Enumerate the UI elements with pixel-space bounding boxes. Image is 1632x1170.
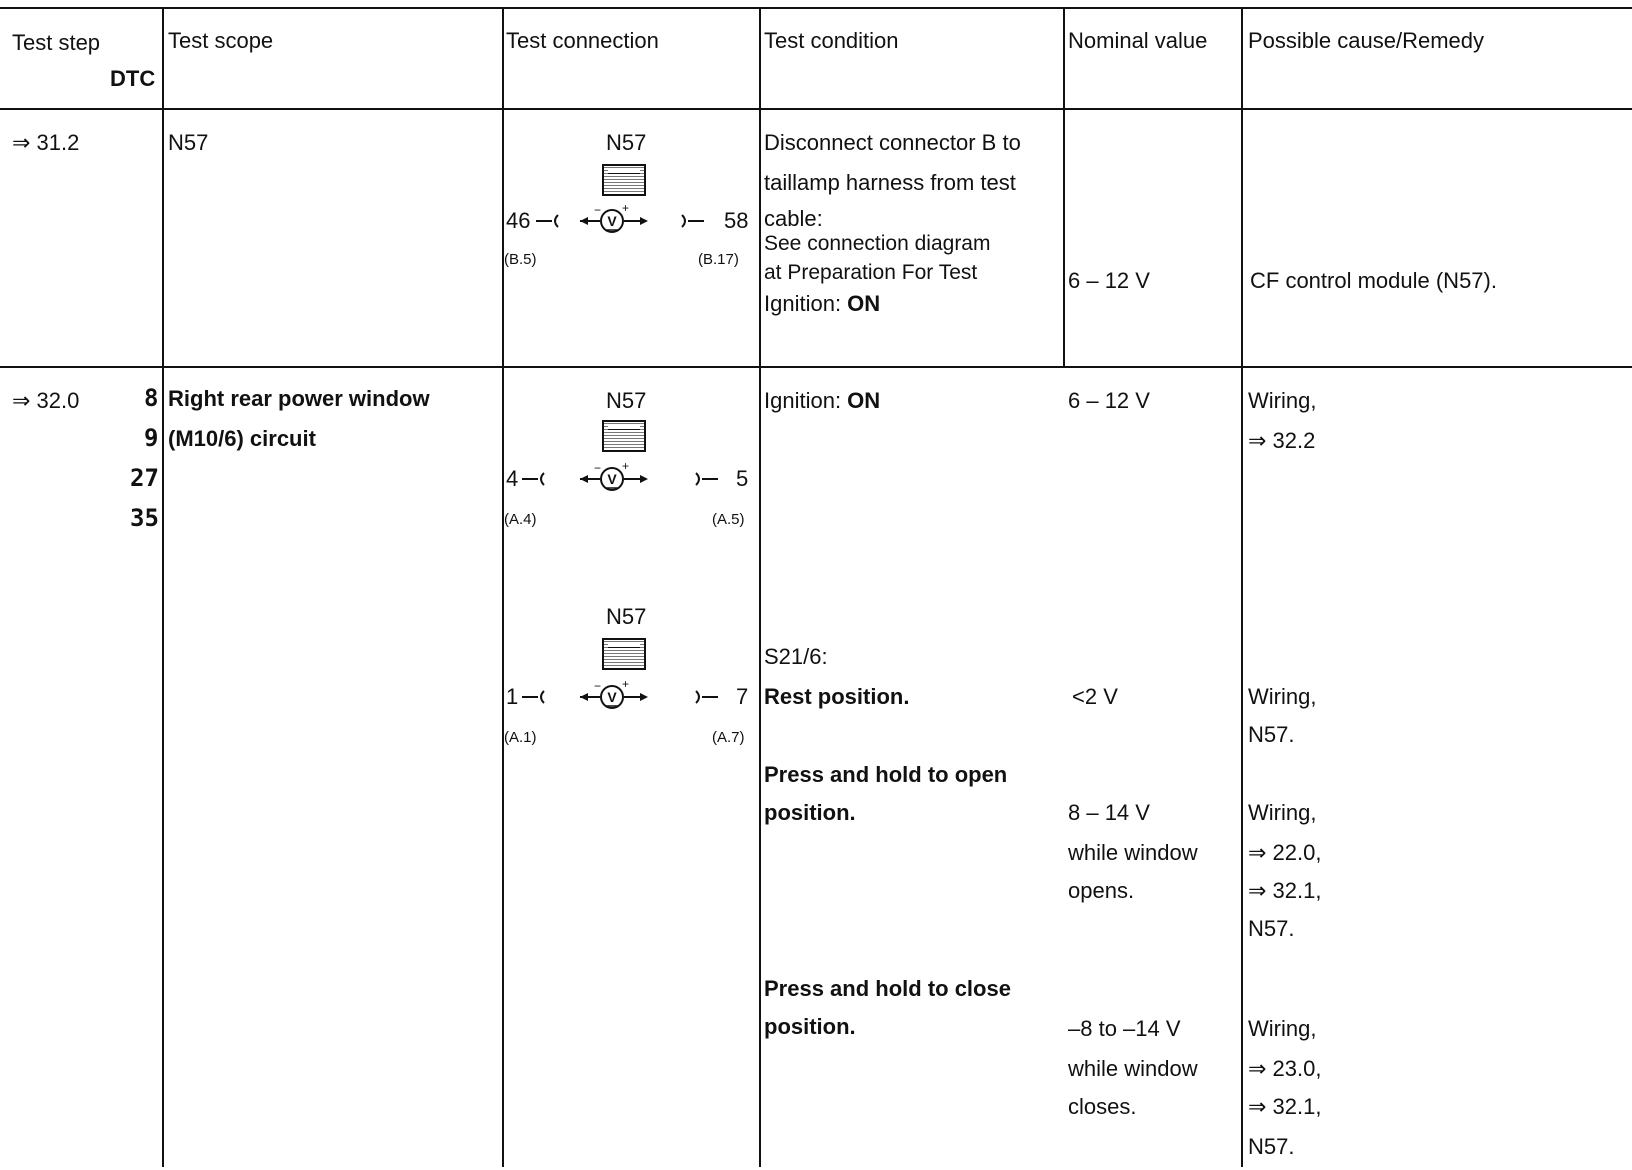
right-pin-ref: (A.7) [712, 729, 745, 746]
possible-cause: ⇒ 32.2 [1248, 428, 1316, 453]
module-label: N57 [606, 388, 647, 413]
nominal-value: while window [1068, 1056, 1198, 1081]
possible-cause: N57. [1248, 722, 1295, 747]
nominal-value: closes. [1068, 1094, 1137, 1119]
left-pin-ref: (A.1) [504, 729, 537, 746]
module-icon [602, 164, 646, 196]
voltmeter-icon [520, 677, 720, 712]
possible-cause: ⇒ 32.1, [1248, 878, 1322, 903]
left-pin-ref: (A.4) [504, 511, 537, 528]
svg-text:+: + [622, 459, 630, 473]
nominal-value: <2 V [1072, 684, 1118, 709]
possible-cause: Wiring, [1248, 684, 1317, 709]
module-label: N57 [606, 130, 647, 155]
ignition-on: Ignition: ON [764, 388, 881, 413]
header-test-connection: Test connection [506, 28, 659, 53]
left-pin-ref: (B.5) [504, 251, 537, 268]
voltmeter-icon [534, 201, 734, 236]
svg-text:+: + [622, 677, 630, 691]
nominal-value: –8 to –14 V [1068, 1016, 1181, 1041]
close-position-text: position. [764, 1014, 856, 1039]
column-divider [502, 7, 504, 1167]
voltmeter-icon [520, 459, 720, 494]
right-pin: 58 [724, 208, 749, 233]
nominal-value: while window [1068, 840, 1198, 865]
test-scope-text: (M10/6) circuit [168, 426, 316, 451]
left-pin: 4 [506, 466, 519, 491]
dtc-code: 27 [130, 464, 159, 492]
right-pin-ref: (B.17) [698, 251, 739, 268]
nominal-value: 6 – 12 V [1068, 268, 1150, 293]
svg-text:V: V [607, 471, 617, 487]
left-pin: 46 [506, 208, 531, 233]
ignition-on: Ignition: ON [764, 291, 881, 316]
right-pin-ref: (A.5) [712, 511, 745, 528]
possible-cause: Wiring, [1248, 388, 1317, 413]
switch-label: S21/6: [764, 644, 828, 669]
test-step-number: ⇒ 32.0 [12, 388, 80, 413]
right-pin: 5 [736, 466, 749, 491]
svg-text:V: V [607, 689, 617, 705]
test-scope-text: N57 [168, 130, 209, 155]
possible-cause: N57. [1248, 916, 1295, 941]
left-pin: 1 [506, 684, 519, 709]
module-icon [602, 420, 646, 452]
svg-text:+: + [622, 201, 630, 215]
nominal-value: 8 – 14 V [1068, 800, 1150, 825]
right-pin: 7 [736, 684, 749, 709]
possible-cause: Wiring, [1248, 1016, 1317, 1041]
header-test-scope: Test scope [168, 28, 274, 53]
dtc-code: 9 [144, 424, 159, 452]
svg-text:−: − [594, 203, 602, 217]
nominal-value: opens. [1068, 878, 1135, 903]
possible-cause: CF control module (N57). [1250, 268, 1497, 293]
open-position-text: position. [764, 800, 856, 825]
svg-text:V: V [607, 213, 617, 229]
header-possible-cause: Possible cause/Remedy [1248, 28, 1485, 53]
module-icon [602, 638, 646, 670]
column-divider [162, 7, 164, 1167]
header-dtc: DTC [110, 66, 156, 91]
row-divider [0, 366, 1632, 368]
possible-cause: N57. [1248, 1134, 1295, 1159]
possible-cause: ⇒ 22.0, [1248, 840, 1322, 865]
nominal-value: 6 – 12 V [1068, 388, 1150, 413]
column-divider [759, 7, 761, 1167]
module-label: N57 [606, 604, 647, 629]
possible-cause: Wiring, [1248, 800, 1317, 825]
dtc-code: 8 [144, 384, 159, 412]
column-divider [1241, 7, 1243, 1167]
close-position-text: Press and hold to close [764, 976, 1011, 1001]
dtc-code: 35 [130, 504, 159, 532]
open-position-text: Press and hold to open [764, 762, 1008, 787]
rest-position-text: Rest position. [764, 684, 910, 709]
svg-text:−: − [594, 679, 602, 693]
test-scope-text: Right rear power window [168, 386, 430, 411]
possible-cause: ⇒ 32.1, [1248, 1094, 1322, 1119]
table-top-rule [0, 7, 1632, 9]
header-test-condition: Test condition [764, 28, 899, 53]
test-step-number: ⇒ 31.2 [12, 130, 80, 155]
header-bottom-rule [0, 108, 1632, 110]
header-test-step: Test step [12, 30, 101, 55]
header-nominal-value: Nominal value [1068, 28, 1208, 53]
possible-cause: ⇒ 23.0, [1248, 1056, 1322, 1081]
column-divider [1063, 7, 1065, 367]
svg-text:−: − [594, 461, 602, 475]
